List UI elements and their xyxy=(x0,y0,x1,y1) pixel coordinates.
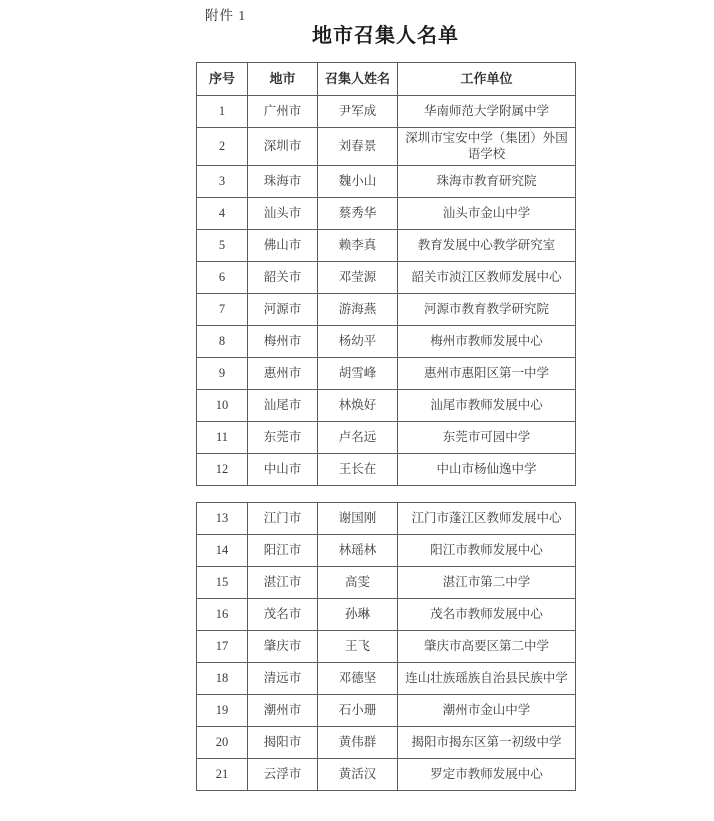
table-cell: 揭阳市 xyxy=(248,727,318,759)
table-cell: 13 xyxy=(197,503,248,535)
table-cell: 河源市 xyxy=(248,293,318,325)
table-cell: 梅州市教师发展中心 xyxy=(398,325,576,357)
table-cell: 19 xyxy=(197,695,248,727)
table-cell: 揭阳市揭东区第一初级中学 xyxy=(398,727,576,759)
column-header: 召集人姓名 xyxy=(318,63,398,96)
table-cell: 江门市蓬江区教师发展中心 xyxy=(398,503,576,535)
table-cell: 梅州市 xyxy=(248,325,318,357)
table-cell: 汕头市 xyxy=(248,197,318,229)
table-cell: 2 xyxy=(197,128,248,166)
table-cell: 16 xyxy=(197,599,248,631)
table-cell: 湛江市 xyxy=(248,567,318,599)
table-cell: 珠海市教育研究院 xyxy=(398,165,576,197)
attachment-label: 附件 1 xyxy=(205,8,247,23)
table-cell: 潮州市金山中学 xyxy=(398,695,576,727)
table-cell: 3 xyxy=(197,165,248,197)
table-cell: 蔡秀华 xyxy=(318,197,398,229)
table-cell: 连山壮族瑶族自治县民族中学 xyxy=(398,663,576,695)
table-cell: 游海燕 xyxy=(318,293,398,325)
table-cell: 尹军成 xyxy=(318,96,398,128)
table-row xyxy=(197,599,576,631)
table-cell: 20 xyxy=(197,727,248,759)
table-cell: 邓莹源 xyxy=(318,261,398,293)
column-header: 地市 xyxy=(248,63,318,96)
table-cell: 汕尾市教师发展中心 xyxy=(398,389,576,421)
table-cell: 江门市 xyxy=(248,503,318,535)
table-row xyxy=(197,535,576,567)
table-row xyxy=(197,357,576,389)
table-row xyxy=(197,325,576,357)
table-cell: 华南师范大学附属中学 xyxy=(398,96,576,128)
table-row xyxy=(197,229,576,261)
table-cell: 东莞市 xyxy=(248,421,318,453)
table-cell: 湛江市第二中学 xyxy=(398,567,576,599)
table-cell: 汕头市金山中学 xyxy=(398,197,576,229)
table-cell: 7 xyxy=(197,293,248,325)
table-row xyxy=(197,695,576,727)
table-row xyxy=(197,128,576,166)
table-body-part2 xyxy=(197,503,576,791)
table-row xyxy=(197,727,576,759)
table-cell: 4 xyxy=(197,197,248,229)
table-cell: 教育发展中心教学研究室 xyxy=(398,229,576,261)
page-title: 地市召集人名单 xyxy=(312,25,459,47)
table-cell: 佛山市 xyxy=(248,229,318,261)
table-cell: 肇庆市高要区第二中学 xyxy=(398,631,576,663)
table-cell: 赖李真 xyxy=(318,229,398,261)
table-cell: 12 xyxy=(197,453,248,485)
table-cell: 珠海市 xyxy=(248,165,318,197)
table-cell: 罗定市教师发展中心 xyxy=(398,759,576,791)
table-cell: 潮州市 xyxy=(248,695,318,727)
table-cell: 谢国刚 xyxy=(318,503,398,535)
table-cell: 中山市 xyxy=(248,453,318,485)
table-row xyxy=(197,759,576,791)
table-cell: 邓德坚 xyxy=(318,663,398,695)
table-cell: 孙琳 xyxy=(318,599,398,631)
table-row xyxy=(197,197,576,229)
table-cell: 18 xyxy=(197,663,248,695)
table-row xyxy=(197,663,576,695)
table-cell: 韶关市浈江区教师发展中心 xyxy=(398,261,576,293)
table-cell: 卢名远 xyxy=(318,421,398,453)
table-cell: 汕尾市 xyxy=(248,389,318,421)
table-row xyxy=(197,389,576,421)
table-row xyxy=(197,165,576,197)
table-cell: 茂名市教师发展中心 xyxy=(398,599,576,631)
table-cell: 黄伟群 xyxy=(318,727,398,759)
table-body-part1 xyxy=(197,96,576,486)
table-cell: 黄活汉 xyxy=(318,759,398,791)
table-row xyxy=(197,631,576,663)
table-cell: 河源市教育教学研究院 xyxy=(398,293,576,325)
table-cell: 茂名市 xyxy=(248,599,318,631)
column-header: 工作单位 xyxy=(398,63,576,96)
table-cell: 高雯 xyxy=(318,567,398,599)
table-cell: 清远市 xyxy=(248,663,318,695)
table-header-row xyxy=(197,63,576,96)
table-cell: 云浮市 xyxy=(248,759,318,791)
table-cell: 惠州市惠阳区第一中学 xyxy=(398,357,576,389)
table-cell: 10 xyxy=(197,389,248,421)
table-cell: 广州市 xyxy=(248,96,318,128)
table-cell: 林瑶林 xyxy=(318,535,398,567)
table-cell: 王飞 xyxy=(318,631,398,663)
table-row xyxy=(197,567,576,599)
table-cell: 肇庆市 xyxy=(248,631,318,663)
table-cell: 17 xyxy=(197,631,248,663)
table-cell: 胡雪峰 xyxy=(318,357,398,389)
table-cell: 14 xyxy=(197,535,248,567)
table-cell: 深圳市 xyxy=(248,128,318,166)
table-row xyxy=(197,261,576,293)
table-cell: 韶关市 xyxy=(248,261,318,293)
table-header-row xyxy=(197,63,576,96)
table-cell: 魏小山 xyxy=(318,165,398,197)
table-cell: 1 xyxy=(197,96,248,128)
table-cell: 5 xyxy=(197,229,248,261)
column-header: 序号 xyxy=(197,63,248,96)
table-cell: 11 xyxy=(197,421,248,453)
table-cell: 惠州市 xyxy=(248,357,318,389)
table-row xyxy=(197,503,576,535)
table-cell: 杨幼平 xyxy=(318,325,398,357)
table-cell: 9 xyxy=(197,357,248,389)
table-row xyxy=(197,421,576,453)
table-cell: 王长在 xyxy=(318,453,398,485)
table-cell: 石小珊 xyxy=(318,695,398,727)
table-cell: 刘春景 xyxy=(318,128,398,166)
table-cell: 深圳市宝安中学（集团）外国语学校 xyxy=(398,128,576,166)
table-cell: 东莞市可园中学 xyxy=(398,421,576,453)
table-row xyxy=(197,96,576,128)
table-cell: 15 xyxy=(197,567,248,599)
table-cell: 中山市杨仙逸中学 xyxy=(398,453,576,485)
convener-table-part2 xyxy=(196,502,576,791)
table-cell: 21 xyxy=(197,759,248,791)
table-cell: 阳江市教师发展中心 xyxy=(398,535,576,567)
table-cell: 6 xyxy=(197,261,248,293)
table-cell: 8 xyxy=(197,325,248,357)
table-cell: 阳江市 xyxy=(248,535,318,567)
convener-table-part1 xyxy=(196,62,576,486)
table-row xyxy=(197,453,576,485)
table-row xyxy=(197,293,576,325)
table-cell: 林焕好 xyxy=(318,389,398,421)
